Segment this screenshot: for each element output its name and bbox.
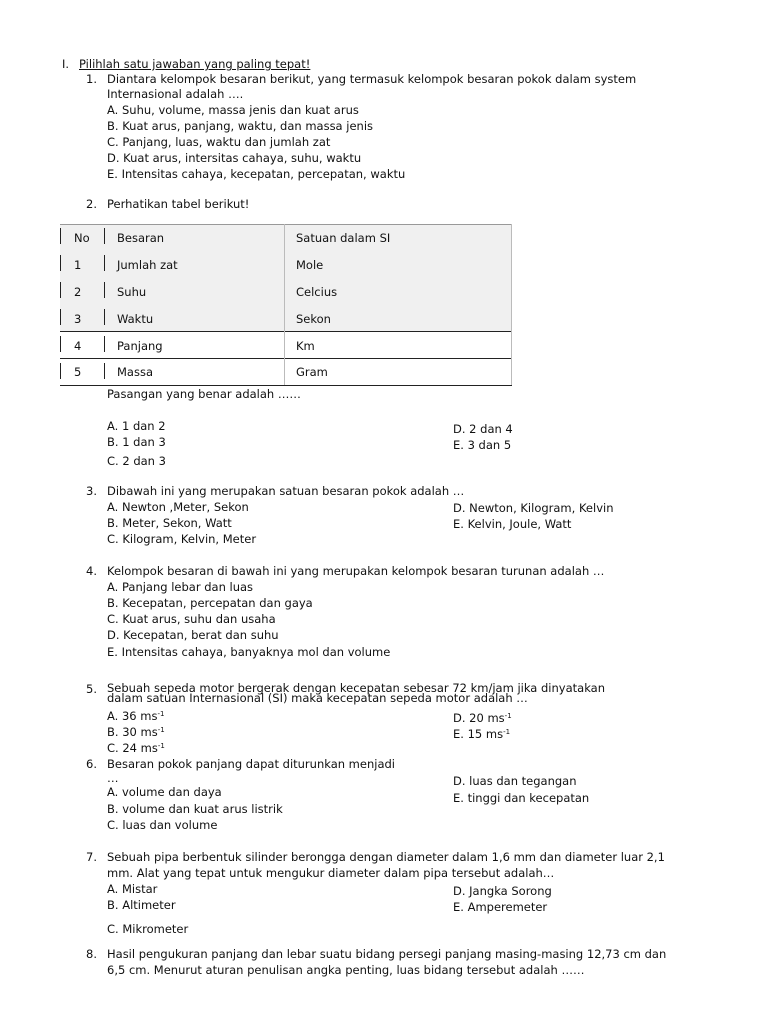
table-cell-satuan: Gram — [296, 365, 328, 379]
question-number: 5. — [86, 682, 97, 696]
option-b[interactable]: B. 30 $ms^{-1}$ — [107, 725, 165, 739]
option-d[interactable]: D. Kuat arus, intersitas cahaya, suhu, waktu — [107, 151, 362, 165]
table-header-no: No — [74, 231, 90, 245]
table-header-satuan: Satuan dalam SI — [296, 231, 391, 245]
table-border — [60, 224, 512, 225]
table-divider — [104, 363, 105, 379]
option-b[interactable]: B. Kuat arus, panjang, waktu, dan massa jenis — [107, 119, 374, 133]
question-number: 8. — [86, 947, 97, 961]
table-row — [60, 278, 512, 305]
question-text: Dibawah ini yang merupakan satuan besaran pokok adalah … — [107, 484, 465, 498]
table-divider — [104, 336, 105, 352]
option-e[interactable]: E. Intensitas cahaya, kecepatan, percepatan, waktu — [107, 167, 406, 181]
question-text: Sebuah pipa berbentuk silinder berongga dengan diameter dalam 1,6 mm dan diameter luar 2,1 — [107, 850, 665, 864]
option-c[interactable]: C. Kilogram, Kelvin, Meter — [107, 532, 257, 546]
table-header-besaran: Besaran — [117, 231, 165, 245]
table-divider — [60, 255, 61, 271]
table-cell-no: 4 — [74, 339, 82, 353]
option-a[interactable]: A. Panjang lebar dan luas — [107, 580, 254, 594]
question-number: 2. — [86, 197, 97, 211]
question-prompt: Pasangan yang benar adalah …… — [107, 387, 301, 401]
option-b[interactable]: B. Altimeter — [107, 898, 176, 912]
option-b[interactable]: B. 1 dan 3 — [107, 435, 166, 449]
table-cell-besaran: Waktu — [117, 312, 154, 326]
table-divider — [104, 255, 105, 271]
option-c[interactable]: C. luas dan volume — [107, 818, 218, 832]
option-e[interactable]: E. Amperemeter — [453, 900, 548, 914]
table-row — [60, 332, 512, 359]
table-cell-satuan: Celcius — [296, 285, 338, 299]
question-text: mm. Alat yang tepat untuk mengukur diameter dalam pipa tersebut adalah… — [107, 866, 555, 880]
table-divider — [60, 336, 61, 352]
table-divider — [60, 385, 512, 386]
option-e[interactable]: E. Intensitas cahaya, banyaknya mol dan volume — [107, 645, 391, 659]
table-divider — [60, 309, 61, 325]
option-b[interactable]: B. Meter, Sekon, Watt — [107, 516, 232, 530]
question-text: 6,5 cm. Menurut aturan penulisan angka penting, luas bidang tersebut adalah …… — [107, 963, 585, 977]
option-c[interactable]: C. Kuat arus, suhu dan usaha — [107, 612, 276, 626]
option-d[interactable]: D. Kecepatan, berat dan suhu — [107, 628, 279, 642]
table-cell-besaran: Suhu — [117, 285, 147, 299]
question-text: Diantara kelompok besaran berikut, yang termasuk kelompok besaran pokok dalam system — [107, 72, 637, 86]
option-d[interactable]: D. Newton, Kilogram, Kelvin — [453, 501, 614, 515]
table-divider — [60, 358, 512, 359]
option-e[interactable]: E. Kelvin, Joule, Watt — [453, 517, 572, 531]
table-cell-besaran: Massa — [117, 365, 153, 379]
section-title: Pilihlah satu jawaban yang paling tepat! — [79, 57, 311, 71]
table-divider — [284, 224, 285, 385]
table-row — [60, 305, 512, 332]
question-number: 3. — [86, 484, 97, 498]
table-divider — [104, 309, 105, 325]
table-divider — [104, 282, 105, 298]
question-number: 1. — [86, 72, 97, 86]
table-cell-satuan: Km — [296, 339, 315, 353]
option-c[interactable]: C. Mikrometer — [107, 922, 189, 936]
option-d[interactable]: D. 20 $ms^{-1}$ — [453, 711, 512, 725]
table-divider — [60, 228, 61, 244]
option-e[interactable]: E. 3 dan 5 — [453, 438, 512, 452]
option-d[interactable]: D. luas dan tegangan — [453, 774, 577, 788]
table-divider — [60, 363, 61, 379]
option-c[interactable]: C. Panjang, luas, waktu dan jumlah zat — [107, 135, 331, 149]
table-cell-besaran: Panjang — [117, 339, 163, 353]
option-d[interactable]: D. 2 dan 4 — [453, 422, 513, 436]
question-text: Hasil pengukuran panjang dan lebar suatu bidang persegi panjang masing-masing 12,73 cm dan — [107, 947, 667, 961]
option-a[interactable]: A. 1 dan 2 — [107, 419, 166, 433]
question-text: Kelompok besaran di bawah ini yang merupakan kelompok besaran turunan adalah … — [107, 564, 605, 578]
table-row — [60, 358, 512, 385]
table-divider — [60, 331, 512, 332]
table-cell-satuan: Mole — [296, 258, 324, 272]
option-a[interactable]: A. Newton ,Meter, Sekon — [107, 500, 249, 514]
question-text: Perhatikan tabel berikut! — [107, 197, 250, 211]
option-e[interactable]: E. 15 $ms^{-1}$ — [453, 727, 511, 741]
option-e[interactable]: E. tinggi dan kecepatan — [453, 791, 590, 805]
section-number: I. — [62, 57, 70, 71]
question-text-ellipsis: … — [107, 771, 119, 785]
question-number: 7. — [86, 850, 97, 864]
table-cell-no: 2 — [74, 285, 82, 299]
option-a[interactable]: A. Mistar — [107, 882, 158, 896]
table-cell-besaran: Jumlah zat — [117, 258, 178, 272]
table-header-row — [60, 224, 512, 251]
unit-table — [60, 224, 512, 386]
option-d[interactable]: D. Jangka Sorong — [453, 884, 552, 898]
table-divider — [60, 282, 61, 298]
table-cell-satuan: Sekon — [296, 312, 331, 326]
question-number: 4. — [86, 564, 97, 578]
table-row — [60, 251, 512, 278]
option-c[interactable]: C. 24 $ms^{-1}$ — [107, 741, 165, 755]
table-divider — [104, 228, 105, 244]
question-number: 6. — [86, 757, 97, 771]
question-text: Internasional adalah …. — [107, 87, 244, 101]
question-text: Sebuah sepeda motor bergerak dengan kecepatan sebesar 72 km/jam jika dinyatakan — [107, 681, 605, 695]
option-b[interactable]: B. volume dan kuat arus listrik — [107, 802, 283, 816]
option-a[interactable]: A. Suhu, volume, massa jenis dan kuat arus — [107, 103, 359, 117]
table-divider — [511, 224, 512, 385]
table-cell-no: 1 — [74, 258, 82, 272]
option-c[interactable]: C. 2 dan 3 — [107, 454, 166, 468]
table-cell-no: 5 — [74, 365, 82, 379]
option-a[interactable]: A. 36 $ms^{-1}$ — [107, 709, 165, 723]
option-b[interactable]: B. Kecepatan, percepatan dan gaya — [107, 596, 313, 610]
question-text: Besaran pokok panjang dapat diturunkan menjadi — [107, 757, 395, 771]
question-text: dalam satuan Internasional (SI) maka kecepatan sepeda motor adalah … — [107, 691, 528, 705]
table-cell-no: 3 — [74, 312, 82, 326]
option-a[interactable]: A. volume dan daya — [107, 785, 222, 799]
